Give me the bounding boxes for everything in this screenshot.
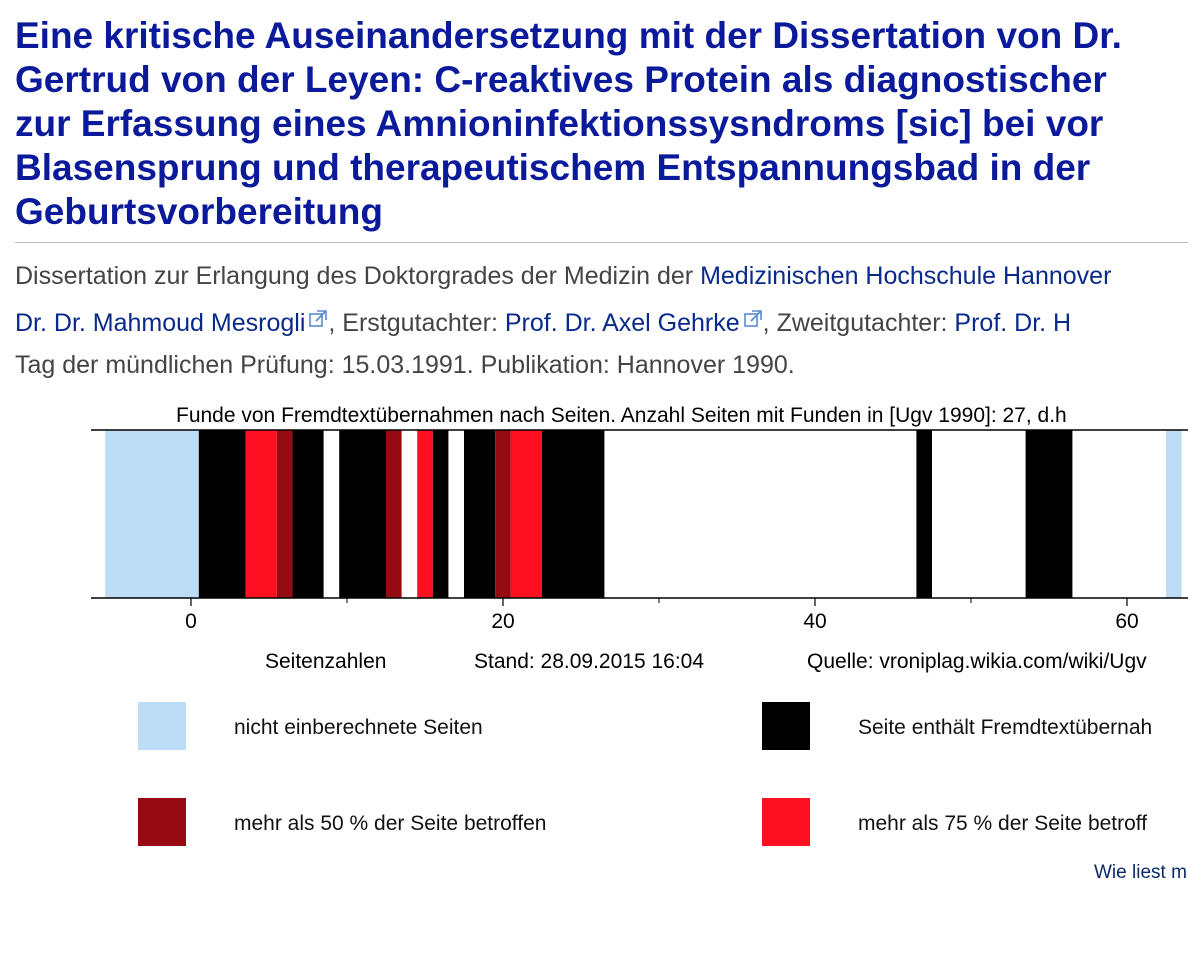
external-link-icon <box>743 306 763 336</box>
first-reviewer-label: , Erstgutachter: <box>328 309 505 337</box>
chart-source: Quelle: vroniplag.wikia.com/wiki/Ugv <box>807 650 1147 673</box>
x-tick-label: 0 <box>185 610 197 633</box>
page-bar-found <box>1026 430 1073 598</box>
how-to-read-link[interactable]: Wie liest m <box>1094 862 1187 883</box>
page-title-line: zur Erfassung eines Amnioninfektionssysndroms [sic] bei vor <box>15 103 1104 144</box>
second-reviewer-label: , Zweitgutachter: <box>762 309 955 337</box>
page-bar-found <box>199 430 246 598</box>
page-bar-over50 <box>277 430 293 598</box>
advisor-link[interactable]: Dr. Dr. Mahmoud Mesrogli <box>15 309 306 337</box>
title-divider <box>15 242 1188 243</box>
page-bar-over75 <box>246 430 277 598</box>
page-bar-excluded <box>1166 430 1182 598</box>
page-bar-over50 <box>386 430 402 598</box>
page-bar-found <box>542 430 604 598</box>
page-bar-found <box>339 430 386 598</box>
x-axis-label: Seitenzahlen <box>265 650 387 673</box>
dissertation-info-text: Dissertation zur Erlangung des Doktorgrades der Medizin der <box>15 262 701 290</box>
chart-canvas <box>0 390 1188 690</box>
first-reviewer-link[interactable]: Prof. Dr. Axel Gehrke <box>504 309 740 337</box>
legend-label-found: Seite enthält Fremdtextübernah <box>858 716 1153 739</box>
page-bar-found <box>292 430 323 598</box>
page-bar-found <box>464 430 495 598</box>
page-bar-found <box>916 430 932 598</box>
page-title-line: Geburtsvorbereitung <box>15 191 383 232</box>
external-link-icon <box>308 306 328 336</box>
x-tick-label: 60 <box>1115 610 1139 633</box>
page-title-line: Eine kritische Auseinandersetzung mit der Dissertation von Dr. <box>15 15 1122 56</box>
legend-label-over50: mehr als 50 % der Seite betroffen <box>234 812 547 835</box>
page-title-line: Gertrud von der Leyen: C-reaktives Protein als diagnostischer <box>15 59 1107 100</box>
plagiarism-chart <box>0 390 1188 690</box>
x-axis-ticks <box>185 598 1139 633</box>
legend-label-excluded: nicht einberechnete Seiten <box>234 716 483 739</box>
legend-swatch-over50 <box>138 798 186 846</box>
legend-swatch-over75 <box>762 798 810 846</box>
chart-title: Funde von Fremdtextübernahmen nach Seiten. Anzahl Seiten mit Funden in [Ugv 1990]: 27, d.h <box>176 404 1067 427</box>
page-bar-over50 <box>495 430 511 598</box>
page-title <box>15 14 1188 234</box>
dissertation-info-line <box>15 261 1188 291</box>
page-bar-found <box>433 430 449 598</box>
x-tick-label: 40 <box>803 610 827 633</box>
chart-bars <box>105 430 1181 598</box>
legend-swatch-found <box>762 702 810 750</box>
exam-date-line: Tag der mündlichen Prüfung: 15.03.1991. Publikation: Hannover 1990. <box>15 351 795 379</box>
reviewers-line <box>15 306 1188 338</box>
chart-stand: Stand: 28.09.2015 16:04 <box>474 650 705 673</box>
x-tick-label: 20 <box>491 610 515 633</box>
page-bar-over75 <box>511 430 542 598</box>
legend-swatch-excluded <box>138 702 186 750</box>
page-title-line: Blasensprung und therapeutischem Entspannungsbad in der <box>15 147 1091 188</box>
second-reviewer-link[interactable]: Prof. Dr. H <box>954 309 1072 337</box>
legend-label-over75: mehr als 75 % der Seite betroff <box>858 812 1148 835</box>
page-bar-over75 <box>417 430 433 598</box>
page-bar-excluded <box>105 430 199 598</box>
university-link[interactable]: Medizinischen Hochschule Hannover <box>700 262 1112 290</box>
